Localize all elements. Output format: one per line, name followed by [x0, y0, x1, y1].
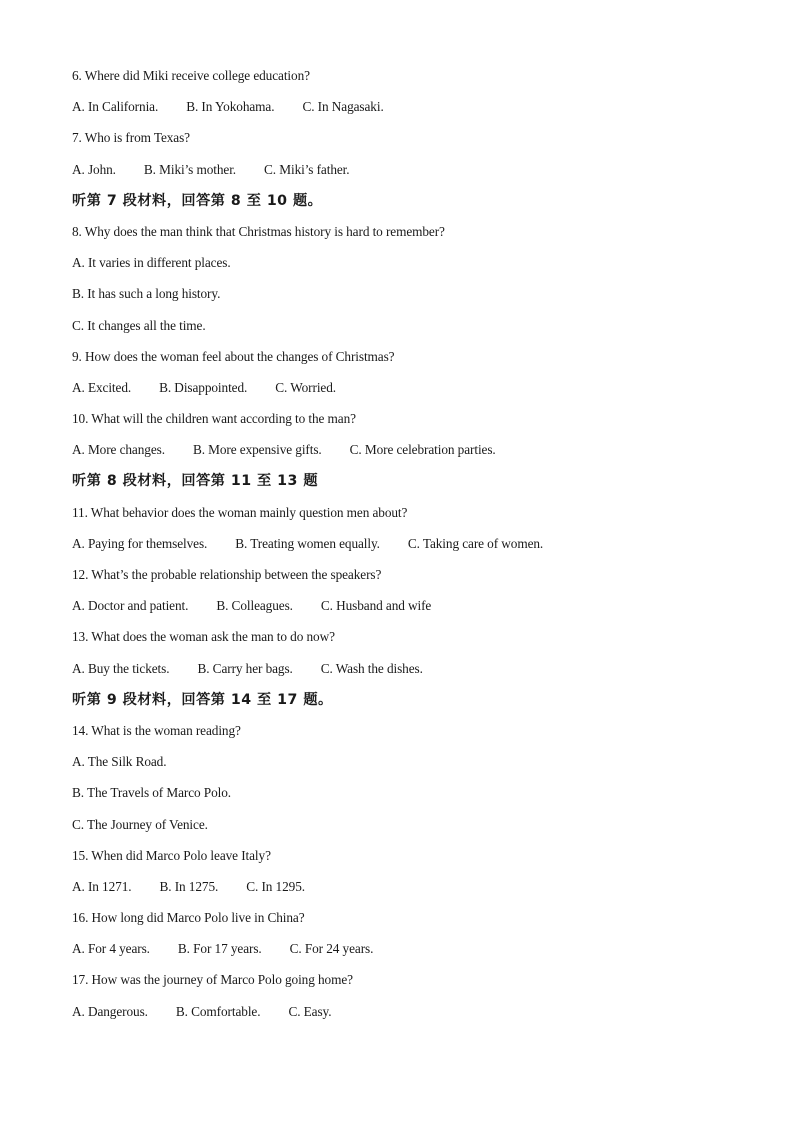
option-14b: B. The Travels of Marco Polo.: [72, 785, 231, 801]
option-a: A. Dangerous.: [72, 1003, 148, 1019]
option-b: B. In 1275.: [159, 878, 219, 894]
options-13: [72, 659, 732, 690]
option-a: A. Paying for themselves.: [72, 535, 208, 551]
option-c: C. Husband and wife: [320, 598, 432, 614]
option-14a: A. The Silk Road.: [72, 754, 167, 770]
option-b: B. Carry her bags.: [197, 660, 293, 676]
option-c: C. Easy.: [288, 1003, 332, 1019]
option-b: B. In Yokohama.: [186, 99, 275, 115]
question-13: 13. What does the woman ask the man to do now?: [72, 629, 335, 645]
option-c: C. Miki’s father.: [264, 161, 350, 177]
options-7: [72, 160, 732, 191]
option-a: A. In California.: [72, 99, 159, 115]
question-6: 6. Where did Miki receive college education?: [72, 68, 310, 83]
question-9: 9. How does the woman feel about the changes of Christmas?: [72, 348, 395, 364]
option-c: C. In Nagasaki.: [302, 99, 384, 115]
options-9: [72, 378, 732, 409]
option-a: A. Doctor and patient.: [72, 598, 189, 614]
option-b: B. For 17 years.: [177, 941, 262, 957]
option-b: B. Colleagues.: [216, 598, 293, 614]
options-16: [72, 939, 732, 970]
question-7: 7. Who is from Texas?: [72, 130, 190, 146]
question-12: 12. What’s the probable relationship between the speakers?: [72, 567, 382, 582]
option-c: C. Taking care of women.: [407, 535, 544, 551]
section-heading-9: 听第 9 段材料，回答第 14 至 17 题。: [72, 691, 333, 708]
option-14c: C. The Journey of Venice.: [72, 816, 208, 832]
question-14: 14. What is the woman reading?: [72, 722, 241, 738]
exam-page: [72, 66, 732, 1033]
option-c: C. In 1295.: [246, 878, 305, 894]
options-17: [72, 1002, 732, 1033]
option-b: B. Disappointed.: [159, 379, 248, 395]
option-c: C. For 24 years.: [289, 941, 374, 957]
option-a: A. Excited.: [72, 379, 132, 395]
option-8c: C. It changes all the time.: [72, 317, 206, 333]
option-c: C. Worried.: [275, 379, 336, 395]
question-8: 8. Why does the man think that Christmas history is hard to remember?: [72, 223, 445, 239]
section-heading-8: 听第 8 段材料，回答第 11 至 13 题: [72, 473, 319, 490]
option-a: A. John.: [72, 161, 116, 177]
question-15: 15. When did Marco Polo leave Italy?: [72, 847, 271, 863]
option-b: B. Treating women equally.: [235, 535, 380, 551]
section-heading-7: 听第 7 段材料，回答第 8 至 10 题。: [72, 192, 323, 209]
option-b: B. Comfortable.: [175, 1003, 261, 1019]
question-16: 16. How long did Marco Polo live in China?: [72, 910, 305, 926]
option-a: A. Buy the tickets.: [72, 660, 170, 676]
option-b: B. Miki’s mother.: [143, 161, 237, 177]
option-c: C. Wash the dishes.: [320, 660, 423, 676]
question-17: 17. How was the journey of Marco Polo going home?: [72, 972, 353, 988]
options-12: [72, 596, 732, 627]
option-8b: B. It has such a long history.: [72, 286, 221, 302]
options-11: [72, 534, 732, 565]
option-a: A. More changes.: [72, 442, 165, 458]
question-10: 10. What will the children want according to the man?: [72, 411, 356, 427]
option-c: C. More celebration parties.: [349, 442, 496, 458]
option-a: A. In 1271.: [72, 878, 132, 894]
options-15: [72, 877, 732, 908]
options-10: [72, 440, 732, 471]
question-11: 11. What behavior does the woman mainly question men about?: [72, 504, 408, 520]
option-a: A. For 4 years.: [72, 941, 150, 957]
option-8a: A. It varies in different places.: [72, 255, 231, 271]
option-b: B. More expensive gifts.: [192, 442, 322, 458]
options-6: [72, 97, 732, 128]
